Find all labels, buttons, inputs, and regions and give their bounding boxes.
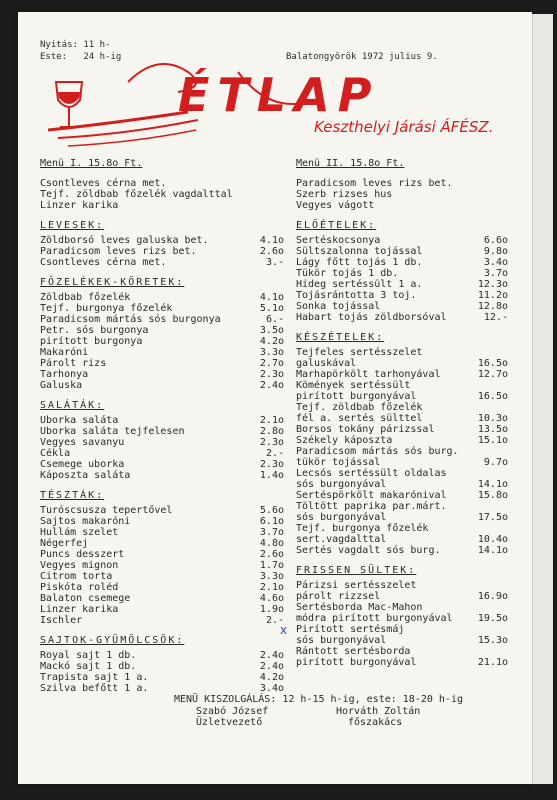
- dish-price: 3.4o: [259, 683, 284, 694]
- dish-name: sós burgonyával: [296, 479, 387, 490]
- dish-name: Lecsós sertéssült oldalas: [296, 468, 447, 479]
- menu-item-row: [296, 435, 508, 446]
- dish-name: párolt rizzsel: [296, 591, 381, 602]
- menu-item-row: [296, 402, 508, 413]
- dish-name: Sültszalonna tojással: [296, 246, 423, 257]
- menu-item-row: [40, 448, 284, 459]
- section-heading: FŐZELÉKEK-KÖRETEK:: [40, 277, 185, 288]
- dish-name: sert.vagdalttal: [296, 534, 387, 545]
- menu-item-row: [40, 426, 284, 437]
- menu-item-row: [40, 358, 284, 369]
- set-menu-item: Szerb rizses hus: [296, 189, 393, 200]
- set-menu-item: Paradicsom leves rizs bet.: [296, 178, 453, 189]
- menu-item-row: [40, 336, 284, 347]
- dish-price: 3.3o: [259, 571, 284, 582]
- menu-item-row: [40, 615, 284, 626]
- menu-item-row: [296, 301, 508, 312]
- dish-name: pirított burgonyával: [296, 391, 417, 402]
- dish-name: Zöldborsó leves galuska bet.: [40, 235, 209, 246]
- menu-item-row: [296, 391, 508, 402]
- menu-item-row: [40, 582, 284, 593]
- menu-item-row: [40, 593, 284, 604]
- serving-hours: MENÜ KISZOLGÁLÁS: 12 h-15 h-ig, este: 18-20 h-ig: [174, 694, 463, 705]
- dish-name: Piskóta roléd: [40, 582, 119, 593]
- dish-name: Turóscsusza tepertővel: [40, 505, 173, 516]
- dish-price: 1.4o: [259, 470, 284, 481]
- dish-price: 15.3o: [477, 635, 508, 646]
- dish-name: Borsos tokány párizssal: [296, 424, 435, 435]
- menu-item-row: [296, 369, 508, 380]
- dish-name: Paradicsom mártás sós burg.: [296, 446, 459, 457]
- menu-item-row: [296, 657, 508, 668]
- menu-item-row: [296, 479, 508, 490]
- menu-item-row: [296, 312, 508, 323]
- dish-name: Sertéskocsonya: [296, 235, 381, 246]
- menu-item-row: [40, 347, 284, 358]
- dish-name: Uborka saláta tejfelesen: [40, 426, 185, 437]
- dish-price: 4.6o: [259, 593, 284, 604]
- dish-price: 2.6o: [259, 549, 284, 560]
- dish-name: Sertéspörkölt makarónival: [296, 490, 447, 501]
- dish-price: 2.6o: [259, 246, 284, 257]
- menu-item-row: [296, 613, 508, 624]
- menu-item-row: [40, 672, 284, 683]
- dish-name: Tükör tojás 1 db.: [296, 268, 399, 279]
- dish-name: galuskával: [296, 358, 357, 369]
- menu-title: ÉTLAP: [178, 68, 380, 122]
- dish-price: 2.4o: [259, 380, 284, 391]
- dish-price: 13.5o: [477, 424, 508, 435]
- dish-price: 12.7o: [477, 369, 508, 380]
- menu-item-row: [40, 314, 284, 325]
- dish-price: 3.-: [265, 257, 284, 268]
- dish-name: Párizsi sertésszelet: [296, 580, 417, 591]
- dish-name: pirított burgonyával: [296, 657, 417, 668]
- dish-name: Tejf. burgonya főzelék: [296, 523, 429, 534]
- dish-price: 14.1o: [477, 545, 508, 556]
- dish-name: Szilva befőtt 1 a.: [40, 683, 149, 694]
- set-menu-item: Csontleves cérna met.: [40, 178, 167, 189]
- dish-name: Puncs desszert: [40, 549, 125, 560]
- menu-item-row: [40, 505, 284, 516]
- dish-price: 21.1o: [477, 657, 508, 668]
- menu-item-row: [40, 549, 284, 560]
- menu-item-row: [296, 523, 508, 534]
- menu-item-row: [296, 635, 508, 646]
- menu-item-row: [296, 268, 508, 279]
- dish-name: Mackó sajt 1 db.: [40, 661, 137, 672]
- dish-name: Sonka tojással: [296, 301, 381, 312]
- menu-item-row: [296, 490, 508, 501]
- menu-item-row: [40, 257, 284, 268]
- dish-name: Zöldbab főzelék: [40, 292, 131, 303]
- dish-price: 19.5o: [477, 613, 508, 624]
- dish-price: 2.3o: [259, 459, 284, 470]
- dish-name: Töltött paprika par.márt.: [296, 501, 447, 512]
- dish-name: Uborka saláta: [40, 415, 119, 426]
- dish-price: 2.4o: [259, 661, 284, 672]
- handwritten-x-mark: x: [280, 623, 288, 637]
- menu-item-row: [296, 246, 508, 257]
- dish-name: Vegyes savanyu: [40, 437, 125, 448]
- dish-name: Négerfej: [40, 538, 89, 549]
- dish-price: 2.1o: [259, 582, 284, 593]
- dish-price: 10.3o: [477, 413, 508, 424]
- menu-item-row: [296, 457, 508, 468]
- section-heading: SAJTOK-GYÜMÖLCSÖK:: [40, 635, 185, 646]
- dish-name: Vegyes mignon: [40, 560, 119, 571]
- dish-price: 3.7o: [483, 268, 508, 279]
- set-menu-title: Menü II. 15.8o Ft.: [296, 158, 405, 169]
- menu-item-row: [296, 413, 508, 424]
- dish-price: 2.-: [265, 615, 284, 626]
- dish-price: 16.5o: [477, 358, 508, 369]
- chef-name: Horváth Zoltán: [336, 706, 421, 717]
- dish-price: 15.1o: [477, 435, 508, 446]
- menu-item-row: [296, 347, 508, 358]
- set-menu-item: Linzer karika: [40, 200, 119, 211]
- menu-item-row: [40, 246, 284, 257]
- dish-price: 4.1o: [259, 235, 284, 246]
- dish-name: Marhapörkölt tarhonyával: [296, 369, 441, 380]
- dish-name: Csontleves cérna met.: [40, 257, 167, 268]
- dish-price: 2.1o: [259, 415, 284, 426]
- left-column: [40, 158, 284, 694]
- dish-price: 3.3o: [259, 347, 284, 358]
- manager-title: Üzletvezető: [196, 717, 263, 728]
- dish-price: 9.8o: [483, 246, 508, 257]
- section-heading: ELŐÉTELEK:: [296, 220, 377, 231]
- menu-item-row: [40, 571, 284, 582]
- dish-price: 9.7o: [483, 457, 508, 468]
- dish-name: Habart tojás zöldborsóval: [296, 312, 447, 323]
- menu-item-row: [40, 470, 284, 481]
- menu-item-row: [296, 380, 508, 391]
- dish-price: 2.4o: [259, 650, 284, 661]
- adjacent-page-edge: [532, 14, 553, 784]
- dish-price: 6.1o: [259, 516, 284, 527]
- dish-name: Kömények sertéssült: [296, 380, 411, 391]
- dish-name: sós burgonyával: [296, 512, 387, 523]
- section-heading: FRISSEN SÜLTEK:: [296, 565, 417, 576]
- dish-name: Linzer karika: [40, 604, 119, 615]
- menu-item-row: [296, 501, 508, 512]
- dish-price: 12.-: [483, 312, 508, 323]
- dish-name: Tarhonya: [40, 369, 89, 380]
- dish-price: 16.5o: [477, 391, 508, 402]
- dish-price: 5.1o: [259, 303, 284, 314]
- menu-item-row: [296, 358, 508, 369]
- opening-hours-to: Este: 24 h-ig: [40, 52, 122, 62]
- dish-price: 16.9o: [477, 591, 508, 602]
- dish-name: Csemege uborka: [40, 459, 125, 470]
- menu-item-row: [296, 290, 508, 301]
- dish-price: 4.2o: [259, 672, 284, 683]
- dish-name: pirított burgonya: [40, 336, 143, 347]
- dish-price: 17.5o: [477, 512, 508, 523]
- menu-item-row: [40, 661, 284, 672]
- dish-name: Lágy főtt tojás 1 db.: [296, 257, 423, 268]
- dish-name: Hideg sertéssült 1 a.: [296, 279, 423, 290]
- set-menu-item: Vegyes vágott: [296, 200, 375, 211]
- dish-price: 11.2o: [477, 290, 508, 301]
- dish-name: Galuska: [40, 380, 83, 391]
- dish-name: Tejf. burgonya főzelék: [40, 303, 173, 314]
- menu-item-row: [40, 380, 284, 391]
- dish-price: 2.3o: [259, 437, 284, 448]
- dish-price: 2.3o: [259, 369, 284, 380]
- chef-title: főszakács: [348, 717, 403, 728]
- dish-price: 2.7o: [259, 358, 284, 369]
- dish-name: Citrom torta: [40, 571, 113, 582]
- menu-item-row: [40, 235, 284, 246]
- dish-name: módra pirított burgonyával: [296, 613, 453, 624]
- dish-price: 3.5o: [259, 325, 284, 336]
- dish-price: 2.8o: [259, 426, 284, 437]
- dish-price: 1.9o: [259, 604, 284, 615]
- dish-name: fél a. sertés sülttel: [296, 413, 423, 424]
- menu-item-row: [40, 292, 284, 303]
- section-heading: SALÁTÁK:: [40, 400, 105, 411]
- menu-item-row: [296, 646, 508, 657]
- dish-name: Tojásrántotta 3 toj.: [296, 290, 417, 301]
- menu-item-row: [40, 604, 284, 615]
- dish-price: 12.8o: [477, 301, 508, 312]
- menu-item-row: [296, 257, 508, 268]
- dish-name: Székely káposzta: [296, 435, 393, 446]
- dish-name: Petr. sós burgonya: [40, 325, 149, 336]
- menu-item-row: [40, 560, 284, 571]
- dish-name: Paradicsom leves rizs bet.: [40, 246, 197, 257]
- set-menu-title: Menü I. 15.8o Ft.: [40, 158, 143, 169]
- manager-name: Szabó József: [196, 706, 269, 717]
- dish-name: Sertés vagdalt sós burg.: [296, 545, 441, 556]
- right-column: [296, 158, 508, 668]
- dish-price: 5.6o: [259, 505, 284, 516]
- dish-name: Paradicsom mártás sós burgonya: [40, 314, 221, 325]
- menu-item-row: [40, 683, 284, 694]
- menu-item-row: [296, 279, 508, 290]
- menu-item-row: [40, 415, 284, 426]
- dish-name: Balaton csemege: [40, 593, 131, 604]
- menu-sheet: [18, 12, 532, 784]
- menu-item-row: [296, 545, 508, 556]
- dish-name: Ischler: [40, 615, 83, 626]
- dish-name: tükör tojással: [296, 457, 381, 468]
- dish-price: 10.4o: [477, 534, 508, 545]
- dish-price: 4.8o: [259, 538, 284, 549]
- dish-name: Makaróni: [40, 347, 89, 358]
- menu-item-row: [296, 580, 508, 591]
- section-heading: KÉSZÉTELEK:: [296, 332, 385, 343]
- menu-item-row: [40, 527, 284, 538]
- dish-price: 4.2o: [259, 336, 284, 347]
- dish-price: 15.8o: [477, 490, 508, 501]
- dish-name: Tejf. zöldbab főzelék: [296, 402, 423, 413]
- dish-price: 2.-: [265, 448, 284, 459]
- dish-name: sós burgonyával: [296, 635, 387, 646]
- dish-name: Káposzta saláta: [40, 470, 131, 481]
- section-heading: LEVESEK:: [40, 220, 105, 231]
- dish-price: 1.7o: [259, 560, 284, 571]
- dish-name: Cékla: [40, 448, 71, 459]
- menu-item-row: [296, 446, 508, 457]
- dish-price: 3.7o: [259, 527, 284, 538]
- menu-item-row: [40, 437, 284, 448]
- menu-item-row: [296, 624, 508, 635]
- dish-name: Hullám szelet: [40, 527, 119, 538]
- menu-subtitle: Keszthelyi Járási ÁFÉSZ.: [314, 118, 494, 136]
- place-and-date: Balatongyörök 1972 julius 9.: [286, 52, 438, 62]
- opening-hours-from: Nyitás: 11 h-: [40, 40, 111, 50]
- menu-item-row: [296, 424, 508, 435]
- menu-item-row: [40, 303, 284, 314]
- menu-item-row: [296, 235, 508, 246]
- section-heading: TÉSZTÁK:: [40, 490, 105, 501]
- dish-name: Pirított sertésmáj: [296, 624, 405, 635]
- menu-item-row: [40, 516, 284, 527]
- menu-item-row: [296, 468, 508, 479]
- dish-price: 3.4o: [483, 257, 508, 268]
- menu-item-row: [296, 534, 508, 545]
- dish-price: 4.1o: [259, 292, 284, 303]
- dish-price: 6.6o: [483, 235, 508, 246]
- menu-item-row: [40, 650, 284, 661]
- dish-name: Royal sajt 1 db.: [40, 650, 137, 661]
- menu-item-row: [40, 538, 284, 549]
- set-menu-item: Tejf. zöldbab főzelék vagdalttal: [40, 189, 233, 200]
- menu-item-row: [40, 459, 284, 470]
- dish-price: 14.1o: [477, 479, 508, 490]
- menu-item-row: [296, 512, 508, 523]
- dish-name: Trapista sajt 1 a.: [40, 672, 149, 683]
- menu-item-row: [296, 591, 508, 602]
- dish-name: Rántott sertésborda: [296, 646, 411, 657]
- dish-name: Párolt rizs: [40, 358, 107, 369]
- dish-name: Sajtos makaróni: [40, 516, 131, 527]
- menu-item-row: [40, 325, 284, 336]
- dish-name: Sertésborda Mac-Mahon: [296, 602, 423, 613]
- menu-item-row: [296, 602, 508, 613]
- dish-price: 6.-: [265, 314, 284, 325]
- dish-price: 12.3o: [477, 279, 508, 290]
- menu-item-row: [40, 369, 284, 380]
- dish-name: Tejfeles sertésszelet: [296, 347, 423, 358]
